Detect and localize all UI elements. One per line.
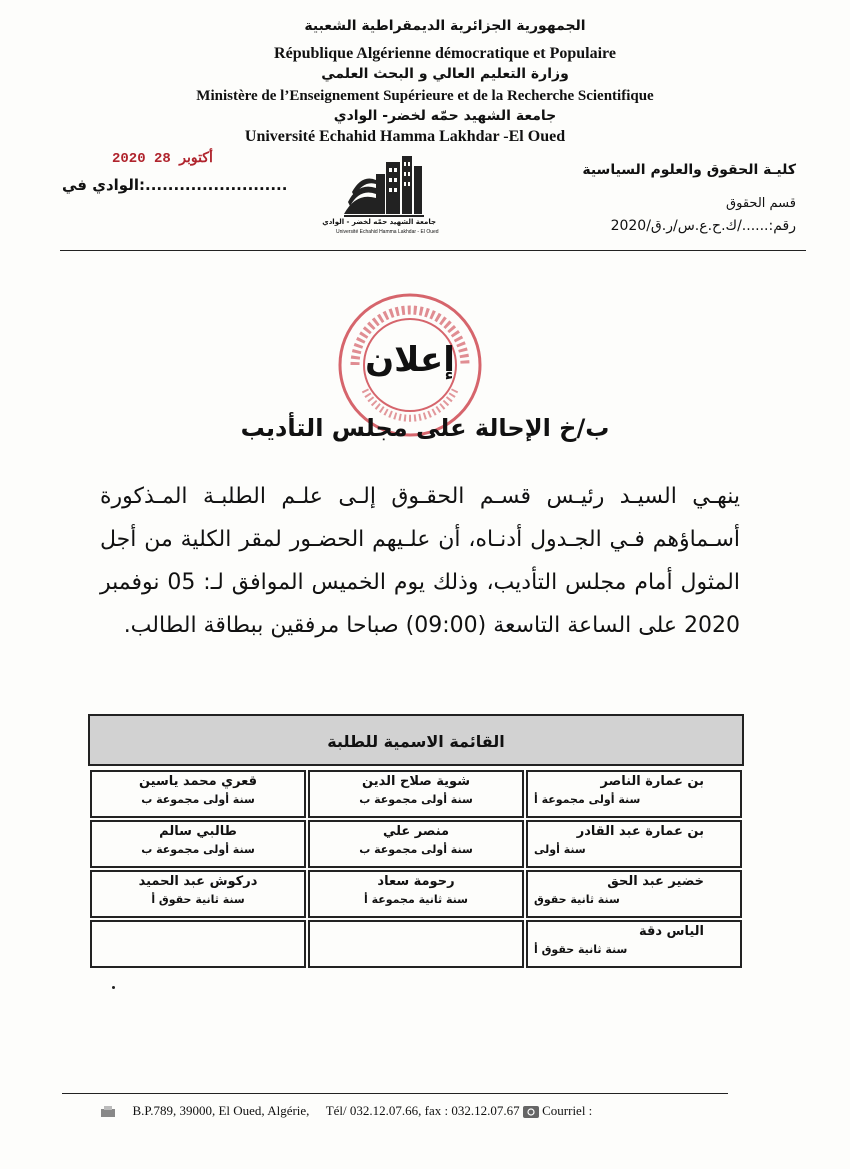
- ministry-name-arabic: وزارة التعليم العالي و البحث العلمي: [321, 66, 569, 82]
- footer-email-label: Courriel :: [542, 1103, 593, 1118]
- student-cell: [90, 870, 306, 918]
- footer-address: B.P.789, 39000, El Oued, Algérie,: [132, 1103, 310, 1118]
- student-name: دركوش عبد الحميد: [138, 874, 258, 889]
- student-level: سنة أولى مجموعة أ: [534, 793, 641, 806]
- student-name: طالبي سالم: [159, 824, 237, 839]
- footer-phone-fax: Tél/ 032.12.07.66, fax : 032.12.07.67: [325, 1103, 520, 1118]
- student-cell: [526, 870, 742, 918]
- student-cell: [90, 820, 306, 868]
- received-date-stamp: 2020 أكتوبر 28: [112, 151, 213, 167]
- student-level: سنة أولى: [534, 843, 586, 856]
- table-row: [90, 770, 742, 818]
- reference-number: رقم:....../ك.ح.ع.س/ر.ق/2020: [610, 218, 796, 234]
- empty-cell: [90, 920, 306, 968]
- header-divider: [60, 250, 806, 251]
- student-level: سنة أولى مجموعة ب: [141, 843, 255, 856]
- student-list-title: القائمة الاسمية للطلبة: [88, 714, 744, 766]
- footer-divider: [62, 1093, 728, 1094]
- student-name: بن عمارة الناصر: [600, 774, 704, 789]
- university-name-arabic: جامعة الشهيد حمّه لخضر- الوادي: [333, 108, 557, 124]
- announcement-body: ينهـي السيـد رئيـس قسـم الحقـوق إلـى علـم الطلبـة المـذكورة أسـماؤهم فـي الجـدول أدنـاه، أن علـيهم الحضـور لمقر الكلية من أجل المثول أمام مجلس التأديب، وذلك يوم الخميس الموافق لـ: 05 نوفمبر 2020 على الساعة التاسعة (09:00) صباحا مرفقين ببطاقة الطالب.: [100, 484, 740, 638]
- student-level: سنة أولى مجموعة ب: [359, 793, 473, 806]
- faculty-name: كليـة الحقوق والعلوم السياسية: [582, 162, 796, 178]
- student-cell: [308, 820, 524, 868]
- student-level: سنة ثانية مجموعة أ: [364, 893, 468, 906]
- student-level: سنة ثانية حقوق أ: [534, 943, 628, 956]
- student-level: سنة أولى مجموعة ب: [141, 793, 255, 806]
- empty-cell: [308, 920, 524, 968]
- student-table: [88, 768, 744, 970]
- student-name: بن عمارة عبد القادر: [576, 824, 704, 839]
- email-icon: [523, 1105, 539, 1119]
- student-cell: [526, 770, 742, 818]
- university-name-french: Université Echahid Hamma Lakhdar -El Oued: [244, 128, 566, 145]
- table-row: [90, 820, 742, 868]
- ministry-name-french: Ministère de l’Enseignement Supérieure et de la Recherche Scientifique: [196, 88, 654, 104]
- student-cell: [526, 820, 742, 868]
- logo-caption-french: Université Echahid Hamma Lakhdar - El Oued: [336, 229, 439, 235]
- place-date-line: الوادي في:.........................: [62, 176, 288, 194]
- student-list: [88, 714, 744, 970]
- logo-caption-arabic: جامعة الشهيد حمّه لخضر - الوادي: [322, 218, 436, 226]
- student-level: سنة ثانية حقوق: [534, 893, 620, 906]
- republic-name-arabic: الجمهورية الجزائرية الديمقراطية الشعبية: [304, 18, 586, 34]
- table-row: [90, 870, 742, 918]
- student-cell: [308, 770, 524, 818]
- department-name: قسم الحقوق: [726, 196, 796, 211]
- fax-machine-icon: [100, 1106, 116, 1118]
- stray-mark: [112, 986, 115, 989]
- student-name: منصر علي: [382, 824, 450, 839]
- student-name: الياس دقة: [638, 924, 704, 939]
- student-cell: [308, 870, 524, 918]
- table-row: [90, 920, 742, 968]
- republic-name-french: République Algérienne démocratique et Populaire: [274, 45, 616, 62]
- student-cell: [90, 770, 306, 818]
- student-name: قعري محمد ياسين: [138, 774, 258, 789]
- student-level: سنة أولى مجموعة ب: [359, 843, 473, 856]
- student-name: رحومة سعاد: [377, 874, 455, 889]
- footer-contact: [100, 1103, 592, 1119]
- student-name: شوية صلاح الدين: [362, 774, 470, 789]
- student-level: سنة ثانية حقوق أ: [151, 893, 245, 906]
- student-cell: [526, 920, 742, 968]
- announcement-title: إعلان: [365, 340, 455, 380]
- announcement-subject: ب/خ الإحالة على مجلس التأديب: [240, 414, 610, 442]
- student-name: خضير عبد الحق: [607, 874, 704, 889]
